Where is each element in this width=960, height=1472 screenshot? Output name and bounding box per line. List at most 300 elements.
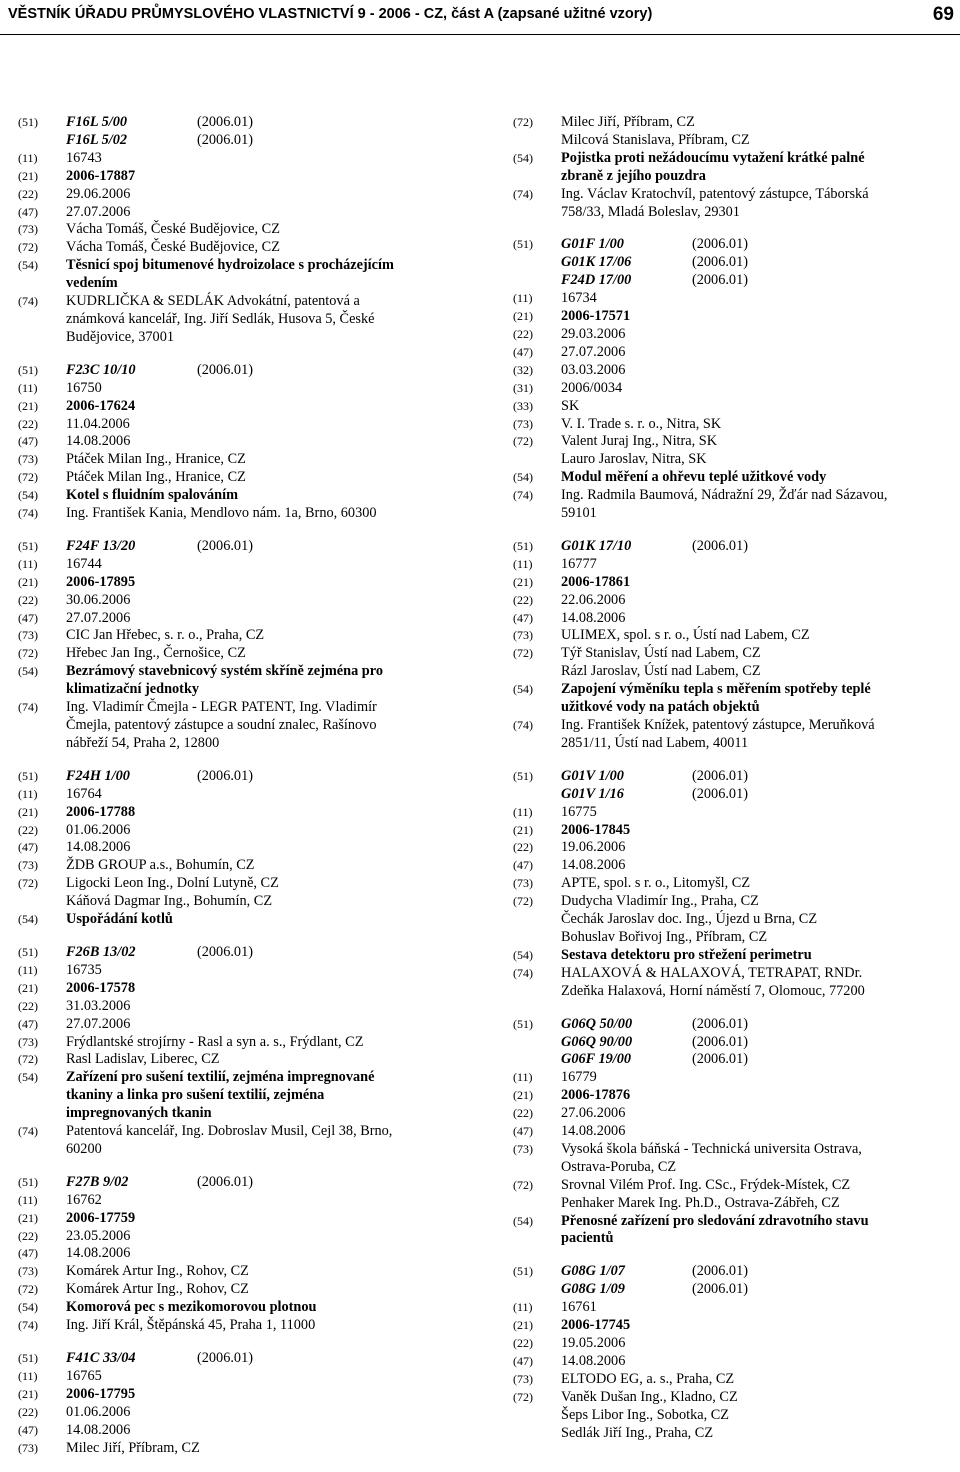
inid-code: (21) (18, 168, 38, 183)
classification (561, 236, 938, 254)
entry-row (18, 1350, 443, 1368)
entry-row (18, 1123, 443, 1141)
entry-value: Frýdlantské strojírny - Rasl a syn a. s., Frýdlant, CZ (66, 1033, 364, 1050)
inid-code: (72) (18, 876, 38, 891)
entry-value: 2006-17895 (66, 573, 136, 590)
entry-row (18, 1034, 443, 1052)
entry-row (18, 1141, 443, 1159)
entry-value: Penhaker Marek Ing. Ph.D., Ostrava-Zábřeh, CZ (561, 1194, 840, 1211)
entry-value: Milcová Stanislava, Příbram, CZ (561, 131, 750, 148)
inid-code: (47) (18, 1016, 38, 1031)
patent-entry (18, 768, 443, 929)
entry-value: 30.06.2006 (66, 591, 131, 608)
inid-code: (22) (513, 1106, 533, 1121)
entry-value: Vácha Tomáš, České Budějovice, CZ (66, 239, 280, 256)
inid-code: (47) (18, 204, 38, 219)
inid-code: (73) (18, 222, 38, 237)
entry-row (513, 1317, 938, 1335)
entry-value: Ptáček Milan Ing., Hranice, CZ (66, 451, 246, 468)
entry-row (18, 132, 443, 150)
inid-code: (74) (513, 965, 533, 980)
entry-value: tkaniny a linka pro sušení textilií, zejména (66, 1087, 325, 1104)
entry-row (18, 681, 443, 699)
inid-code: (72) (513, 1389, 533, 1404)
entry-row (513, 804, 938, 822)
inid-code: (54) (513, 150, 533, 165)
classification-symbol: G01V 1/16 (561, 785, 624, 802)
entry-row (513, 574, 938, 592)
entry-row (513, 893, 938, 911)
entry-row (18, 416, 443, 434)
entry-row (513, 1016, 938, 1034)
classification-symbol: G08G 1/09 (561, 1281, 625, 1298)
entry-value: 27.07.2006 (66, 203, 131, 220)
entry-value: Valent Juraj Ing., Nitra, SK (561, 433, 718, 450)
entry-row (18, 293, 443, 311)
entry-row (513, 1281, 938, 1299)
entry-row (18, 1386, 443, 1404)
entry-value: CIC Jan Hřebec, s. r. o., Praha, CZ (66, 627, 265, 644)
entry-row (18, 204, 443, 222)
entry-value: 60200 (66, 1140, 102, 1157)
inid-code: (51) (513, 538, 533, 553)
inid-code: (11) (513, 804, 533, 819)
patent-entry (18, 114, 443, 347)
inid-code: (54) (18, 258, 38, 273)
classification-symbol: G06Q 90/00 (561, 1033, 633, 1050)
inid-code: (54) (513, 682, 533, 697)
inid-code (18, 1105, 66, 1123)
inid-code (18, 311, 66, 329)
classification-symbol: G01F 1/00 (561, 236, 624, 253)
entry-value: Patentová kancelář, Ing. Dobroslav Musil, Cejl 38, Brno, (66, 1123, 393, 1140)
inid-code (513, 451, 561, 469)
inid-code: (22) (18, 822, 38, 837)
entry-row (18, 735, 443, 753)
classification-version: (2006.01) (692, 1033, 748, 1050)
inid-code: (21) (513, 1088, 533, 1103)
entry-row (513, 469, 938, 487)
classification (561, 538, 938, 556)
entry-value: 16762 (66, 1191, 102, 1208)
entry-value: SK (561, 397, 580, 414)
inid-code (513, 1051, 561, 1069)
entry-value: 2006-17624 (66, 397, 136, 414)
entry-row (18, 433, 443, 451)
entry-row (18, 1105, 443, 1123)
inid-code: (54) (18, 488, 38, 503)
patent-entry (18, 538, 443, 753)
inid-code: (54) (18, 664, 38, 679)
inid-code: (74) (513, 186, 533, 201)
entry-row (18, 1281, 443, 1299)
inid-code: (47) (513, 344, 533, 359)
inid-code: (72) (18, 240, 38, 255)
inid-code: (22) (18, 416, 38, 431)
classification-symbol: G01K 17/10 (561, 537, 632, 554)
inid-code: (21) (18, 1386, 38, 1401)
classification-version: (2006.01) (692, 767, 748, 784)
inid-code (513, 983, 561, 1001)
entry-row (513, 983, 938, 1001)
entry-value: 2006-17887 (66, 167, 136, 184)
inid-code: (11) (18, 380, 38, 395)
entry-row (18, 1317, 443, 1335)
entry-row (513, 929, 938, 947)
entry-value: 2006-17795 (66, 1385, 136, 1402)
patent-entry (513, 1016, 938, 1249)
entry-value: 16750 (66, 379, 102, 396)
entry-row (513, 1123, 938, 1141)
entry-row (18, 962, 443, 980)
classification (66, 1350, 443, 1368)
entry-value: 59101 (561, 505, 597, 522)
entry-row (18, 574, 443, 592)
inid-code (513, 1230, 561, 1248)
patent-entry (18, 1174, 443, 1335)
inid-code: (21) (513, 574, 533, 589)
patent-entry (513, 1263, 938, 1442)
classification (66, 132, 443, 150)
entry-value: 01.06.2006 (66, 821, 131, 838)
entry-row (18, 1174, 443, 1192)
entry-row (513, 875, 938, 893)
inid-code: (54) (18, 1300, 38, 1315)
entry-value: 27.06.2006 (561, 1105, 626, 1122)
inid-code (18, 681, 66, 699)
entry-value: ŽDB GROUP a.s., Bohumín, CZ (66, 857, 255, 874)
inid-code: (22) (513, 592, 533, 607)
inid-code: (11) (18, 1192, 38, 1207)
entry-row (513, 236, 938, 254)
inid-code: (47) (513, 1124, 533, 1139)
entry-value: 27.07.2006 (66, 609, 131, 626)
classification-version: (2006.01) (692, 254, 748, 271)
inid-code: (73) (513, 416, 533, 431)
classification-symbol: F41C 33/04 (66, 1350, 136, 1366)
entry-row (18, 1245, 443, 1263)
entry-value: 27.07.2006 (66, 1015, 131, 1032)
entry-value: 2006-17788 (66, 803, 136, 820)
inid-code (513, 911, 561, 929)
inid-code: (11) (18, 150, 38, 165)
entry-row (18, 556, 443, 574)
inid-code (513, 663, 561, 681)
entry-row (513, 822, 938, 840)
inid-code (513, 254, 561, 272)
classification-version: (2006.01) (692, 1263, 748, 1280)
entry-value: Rázl Jaroslav, Ústí nad Labem, CZ (561, 663, 761, 680)
entry-value: klimatizační jednotky (66, 681, 200, 698)
inid-code: (73) (18, 1440, 38, 1455)
entry-value: 14.08.2006 (66, 839, 131, 856)
entry-row (18, 804, 443, 822)
entry-value: Čechák Jaroslav doc. Ing., Újezd u Brna, CZ (561, 911, 818, 928)
entry-row (513, 1230, 938, 1248)
entry-row (18, 875, 443, 893)
entry-row (18, 822, 443, 840)
entry-value: Pojistka proti nežádoucímu vytažení krátké palné (561, 149, 865, 166)
entry-value: 27.07.2006 (561, 343, 626, 360)
entry-row (513, 254, 938, 272)
entry-value: Ligocki Leon Ing., Dolní Lutyně, CZ (66, 875, 279, 892)
page-number: 69 (932, 4, 954, 25)
inid-code: (22) (513, 840, 533, 855)
left-column (18, 114, 443, 1472)
entry-row (18, 469, 443, 487)
entry-value: 16775 (561, 803, 597, 820)
entry-row (18, 1263, 443, 1281)
classification (66, 1174, 443, 1192)
entry-row (18, 1069, 443, 1087)
entry-value: 29.03.2006 (561, 325, 626, 342)
entry-row (18, 663, 443, 681)
entry-row (513, 645, 938, 663)
page-header (0, 0, 960, 34)
inid-code: (51) (513, 237, 533, 252)
inid-code: (54) (18, 1070, 38, 1085)
entry-row (18, 1228, 443, 1246)
entry-row (513, 610, 938, 628)
entry-value: Vysoká škola báňská - Technická universita Ostrava, (561, 1140, 862, 1157)
entry-row (513, 1177, 938, 1195)
entry-row (18, 998, 443, 1016)
entry-value: 16743 (66, 149, 102, 166)
inid-code (18, 275, 66, 293)
entry-value: Ing. Václav Kratochvíl, patentový zástupce, Táborská (561, 185, 869, 202)
classification-version: (2006.01) (197, 1350, 253, 1366)
entry-row (18, 1016, 443, 1034)
patent-entry (18, 362, 443, 523)
classification-symbol: G06Q 50/00 (561, 1015, 633, 1032)
entry-value: Komárek Artur Ing., Rohov, CZ (66, 1263, 249, 1280)
entry-row (18, 150, 443, 168)
entry-row (18, 1440, 443, 1458)
entry-row (18, 239, 443, 257)
entry-row (18, 645, 443, 663)
classification-version: (2006.01) (197, 1173, 253, 1190)
inid-code: (11) (513, 291, 533, 306)
entry-row (18, 699, 443, 717)
classification-version: (2006.01) (197, 943, 253, 960)
inid-code: (51) (18, 768, 38, 783)
entry-value: 22.06.2006 (561, 591, 626, 608)
inid-code: (47) (18, 1246, 38, 1261)
entry-row (18, 1210, 443, 1228)
entry-row (18, 362, 443, 380)
classification (561, 786, 938, 804)
entry-value: 16779 (561, 1069, 597, 1086)
entry-row (18, 610, 443, 628)
classification-version: (2006.01) (197, 114, 253, 130)
inid-code: (54) (513, 947, 533, 962)
inid-code: (74) (18, 294, 38, 309)
inid-code: (73) (513, 1141, 533, 1156)
entry-row (18, 1087, 443, 1105)
entry-value: Milec Jiří, Příbram, CZ (561, 114, 695, 130)
inid-code: (21) (18, 804, 38, 819)
entry-row (513, 290, 938, 308)
entry-value: HALAXOVÁ & HALAXOVÁ, TETRAPAT, RNDr. (561, 964, 863, 981)
inid-code: (74) (513, 488, 533, 503)
inid-code: (47) (18, 610, 38, 625)
inid-code: (74) (18, 700, 38, 715)
entry-row (18, 857, 443, 875)
classification-version: (2006.01) (692, 537, 748, 554)
inid-code: (72) (513, 894, 533, 909)
inid-code: (51) (18, 115, 38, 129)
entry-value: 14.08.2006 (561, 609, 626, 626)
entry-value: Uspořádání kotlů (66, 911, 173, 928)
classification (66, 538, 443, 556)
inid-code: (73) (18, 1034, 38, 1049)
inid-code: (54) (513, 1213, 533, 1228)
entry-row (513, 150, 938, 168)
entry-row (18, 257, 443, 275)
classification-version: (2006.01) (197, 361, 253, 378)
entry-row (513, 681, 938, 699)
entry-row (18, 275, 443, 293)
entry-value: Bezrámový stavebnicový systém skříně zejména pro (66, 663, 383, 680)
inid-code: (54) (513, 470, 533, 485)
entry-value: 31.03.2006 (66, 997, 131, 1014)
entry-row (513, 362, 938, 380)
classification-symbol: G01V 1/00 (561, 767, 624, 784)
entry-value: 29.06.2006 (66, 185, 131, 202)
entry-value: Ptáček Milan Ing., Hranice, CZ (66, 469, 246, 486)
entry-value: 16735 (66, 961, 102, 978)
entry-row (513, 114, 938, 132)
entry-row (513, 735, 938, 753)
classification-symbol: G01K 17/06 (561, 254, 632, 271)
inid-code (18, 132, 66, 150)
entry-row (513, 1407, 938, 1425)
entry-row (513, 1051, 938, 1069)
entry-row (513, 204, 938, 222)
entry-value: 16734 (561, 290, 597, 307)
inid-code (513, 168, 561, 186)
entry-row (513, 380, 938, 398)
entry-value: Zařízení pro sušení textilií, zejména impregnované (66, 1069, 375, 1086)
entry-value: Zdeňka Halaxová, Horní náměstí 7, Olomouc, 77200 (561, 982, 865, 999)
entry-row (513, 168, 938, 186)
entry-value: 2006-17876 (561, 1087, 631, 1104)
entry-value: 01.06.2006 (66, 1403, 131, 1420)
entry-value: 2006-17571 (561, 308, 631, 325)
classification-symbol: F24D 17/00 (561, 272, 632, 289)
entry-row (18, 538, 443, 556)
entry-value: ULIMEX, spol. s r. o., Ústí nad Labem, CZ (561, 627, 810, 644)
entry-value: 16764 (66, 785, 102, 802)
entry-value: Káňová Dagmar Ing., Bohumín, CZ (66, 893, 273, 910)
entry-value: 16761 (561, 1299, 597, 1316)
inid-code: (22) (513, 1336, 533, 1350)
entry-value: 03.03.2006 (561, 361, 626, 378)
entry-row (513, 308, 938, 326)
inid-code: (11) (513, 1300, 533, 1315)
patent-entry (513, 114, 938, 221)
entry-value: Ing. Radmila Baumová, Nádražní 29, Žďár nad Sázavou, (561, 487, 888, 504)
inid-code: (47) (513, 610, 533, 625)
inid-code: (51) (18, 538, 38, 553)
inid-code: (51) (513, 1016, 533, 1031)
entry-value: 14.08.2006 (561, 1123, 626, 1140)
patent-entry (513, 236, 938, 523)
entry-row (513, 1159, 938, 1177)
entry-row (18, 380, 443, 398)
classification-version: (2006.01) (692, 272, 748, 289)
entry-row (513, 186, 938, 204)
inid-code: (47) (513, 1353, 533, 1368)
entry-row (513, 1371, 938, 1389)
inid-code: (22) (18, 592, 38, 607)
entry-row (18, 329, 443, 347)
inid-code: (51) (513, 1264, 533, 1279)
entry-value: Týř Stanislav, Ústí nad Labem, CZ (561, 645, 761, 662)
entry-value: Šeps Libor Ing., Sobotka, CZ (561, 1406, 729, 1423)
entry-value: Bohuslav Bořivoj Ing., Příbram, CZ (561, 928, 768, 945)
classification (66, 944, 443, 962)
inid-code (18, 1141, 66, 1159)
entry-row (18, 398, 443, 416)
inid-code: (74) (513, 718, 533, 732)
entry-row (513, 839, 938, 857)
classification-symbol: F24F 13/20 (66, 537, 136, 554)
entry-row (513, 911, 938, 929)
header-divider (0, 34, 960, 35)
inid-code (18, 893, 66, 911)
entry-row (18, 980, 443, 998)
entry-value: užitkové vody na patách objektů (561, 699, 760, 716)
entry-row (18, 1192, 443, 1210)
inid-code (513, 1281, 561, 1299)
classification (66, 114, 443, 132)
entry-value: pacientů (561, 1230, 614, 1247)
entry-value: Těsnicí spoj bitumenové hydroizolace s procházejícím (66, 257, 394, 274)
inid-code (513, 1159, 561, 1177)
inid-code: (11) (18, 786, 38, 801)
entry-row (18, 786, 443, 804)
entry-row (18, 311, 443, 329)
inid-code: (21) (18, 398, 38, 413)
inid-code: (11) (18, 1368, 38, 1383)
inid-code: (11) (513, 1070, 533, 1085)
inid-code: (73) (18, 858, 38, 873)
classification-version: (2006.01) (692, 1015, 748, 1032)
entry-value: Ing. František Kania, Mendlovo nám. 1a, Brno, 60300 (66, 505, 377, 522)
entry-value: 14.08.2006 (561, 1352, 626, 1369)
inid-code: (11) (18, 962, 38, 977)
inid-code (513, 272, 561, 290)
entry-row (18, 627, 443, 645)
entry-row (513, 538, 938, 556)
inid-code: (72) (18, 470, 38, 485)
inid-code: (74) (18, 1318, 38, 1333)
patent-entry (513, 768, 938, 1001)
entry-row (513, 965, 938, 983)
inid-code: (21) (18, 1210, 38, 1225)
inid-code: (22) (18, 186, 38, 201)
inid-code: (73) (18, 1264, 38, 1279)
entry-row (513, 132, 938, 150)
classification (561, 1281, 938, 1299)
classification-symbol: F16L 5/02 (66, 131, 128, 148)
entry-row (513, 1213, 938, 1231)
entry-value: Dudycha Vladimír Ing., Praha, CZ (561, 893, 759, 910)
entry-row (513, 1299, 938, 1317)
classification-symbol: G08G 1/07 (561, 1263, 625, 1280)
classification (561, 768, 938, 786)
